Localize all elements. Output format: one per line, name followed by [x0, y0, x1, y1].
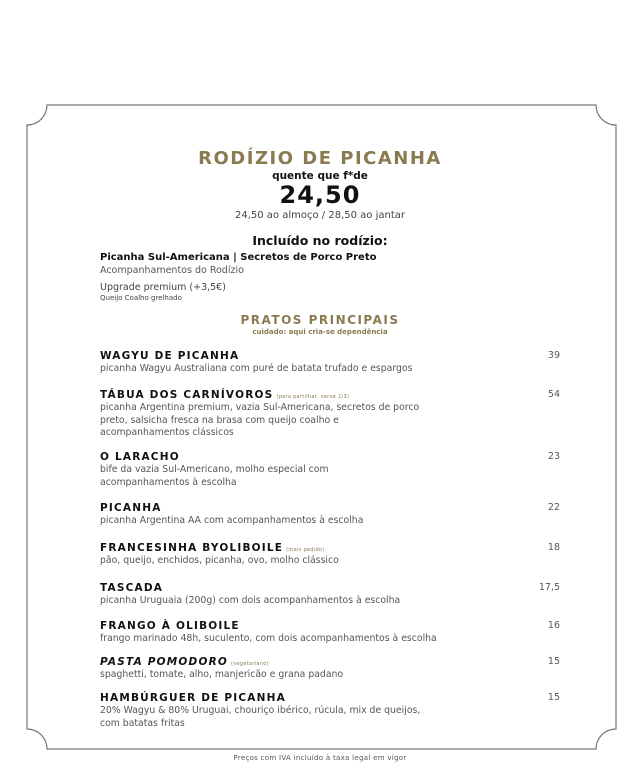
item-name: O LARACHO [100, 451, 180, 463]
item-price: 15 [547, 692, 560, 703]
item-price: 17,5 [538, 582, 560, 593]
menu-item [100, 389, 560, 440]
rodizio-price: 24,50 [279, 181, 361, 209]
item-description: picanha Argentina premium, vazia Sul-Americana, secretos de porco preto, salsicha fresca na brasa com queijo coalho e acompanhamentos clássicos [100, 402, 420, 438]
item-description: pão, queijo, enchidos, picanha, ovo, molho clássico [100, 555, 339, 566]
menu-item [100, 502, 560, 528]
upgrade-detail: Queijo Coalho grelhado [100, 294, 182, 302]
item-price: 18 [547, 542, 560, 553]
item-note: (vegetariano) [231, 661, 269, 667]
item-note: (para partilhar, serve 2/3) [276, 394, 350, 400]
item-name: FRANCESINHA BYOLIBOILE (mais pedido) [100, 542, 325, 554]
menu-item [100, 656, 560, 682]
item-name: TÁBUA DOS CARNÍVOROS (para partilhar, serve 2/3) [100, 389, 350, 401]
included-heading: Incluído no rodízio: [252, 233, 388, 248]
item-description: picanha Uruguaia (200g) com dois acompanhamentos à escolha [100, 595, 401, 606]
section-subtitle: cuidado: aqui cria-se dependência [252, 328, 388, 336]
item-description: bife da vazia Sul-Americano, molho especial com acompanhamentos à escolha [100, 464, 329, 488]
section-title: PRATOS PRINCIPAIS [240, 313, 400, 327]
item-name: PASTA POMODORO (vegetariano) [100, 656, 269, 668]
menu-item [100, 620, 560, 646]
item-note: (mais pedido) [286, 547, 325, 553]
menu-item [100, 451, 560, 489]
item-price: 16 [547, 620, 560, 631]
rodizio-price-detail: 24,50 ao almoço / 28,50 ao jantar [235, 210, 405, 221]
item-description: frango marinado 48h, suculento, com dois acompanhamentos à escolha [100, 633, 437, 644]
item-description: spaghetti, tomate, alho, manjericão e grana padano [100, 669, 344, 680]
item-name: HAMBÚRGUER DE PICANHA [100, 692, 286, 704]
upgrade-premium: Upgrade premium (+3,5€) [100, 282, 226, 293]
item-price: 15 [547, 656, 560, 667]
item-description: picanha Argentina AA com acompanhamentos à escolha [100, 515, 364, 526]
footer-note: Preços com IVA incluído à taxa legal em vigor [233, 754, 407, 762]
menu-item [100, 582, 560, 608]
item-name: WAGYU DE PICANHA [100, 350, 240, 362]
item-name: TASCADA [100, 582, 164, 594]
item-description: 20% Wagyu & 80% Uruguai, chouriço ibérico, rúcula, mix de queijos, com batatas fritas [100, 705, 421, 729]
item-price: 22 [547, 502, 560, 513]
item-name: FRANGO À OLIBOILE [100, 620, 240, 632]
page-title: RODÍZIO DE PICANHA [198, 148, 442, 169]
included-sides: Acompanhamentos do Rodízio [100, 265, 244, 276]
item-name: PICANHA [100, 502, 162, 514]
menu-item [100, 542, 560, 568]
menu-item [100, 350, 560, 376]
item-price: 54 [547, 389, 560, 400]
item-price: 23 [547, 451, 560, 462]
item-description: picanha Wagyu Australiana com puré de batata trufado e espargos [100, 363, 413, 374]
menu-item [100, 692, 560, 730]
tagline: quente que f*de [272, 170, 368, 182]
included-main: Picanha Sul-Americana | Secretos de Porco Preto [100, 252, 377, 263]
item-price: 39 [547, 350, 560, 361]
